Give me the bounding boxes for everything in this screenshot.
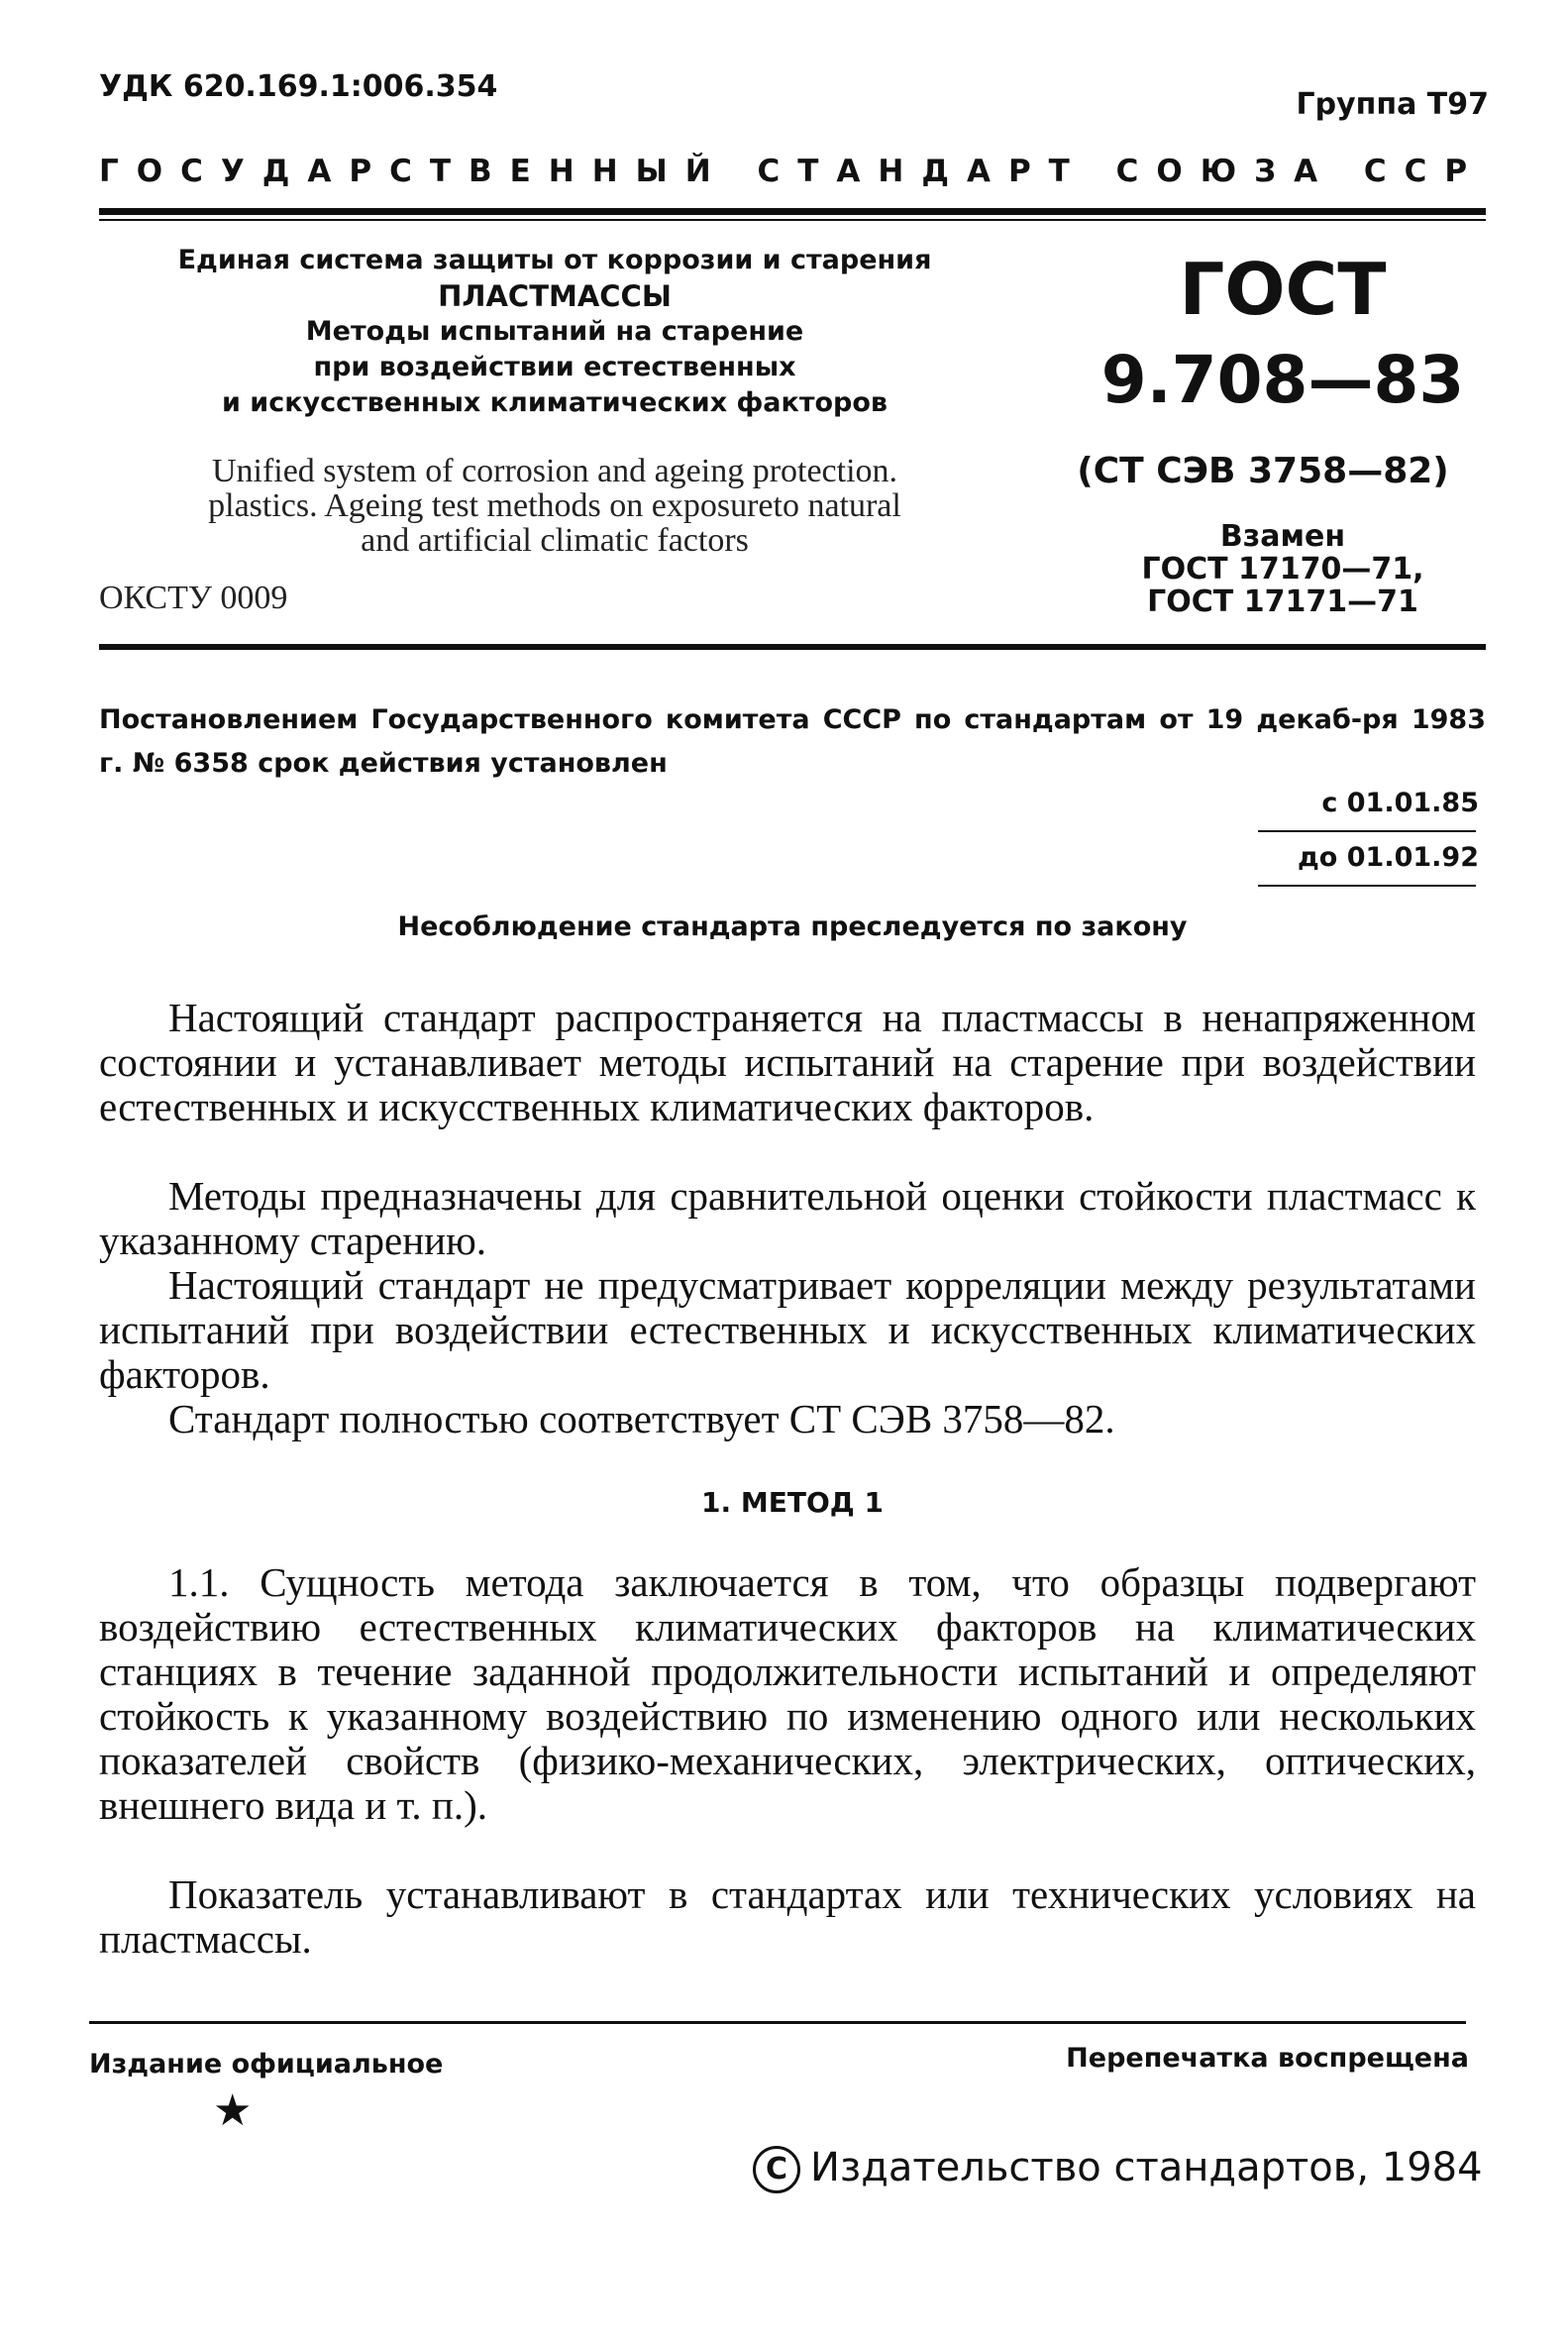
intro-paragraph bbox=[99, 1263, 1476, 1397]
reprint-prohibited: Перепечатка воспрещена bbox=[1066, 2043, 1469, 2074]
group-code: Группа Т97 bbox=[1296, 87, 1489, 122]
intro-paragraph bbox=[99, 996, 1476, 1129]
gost-label: ГОСТ bbox=[1179, 248, 1387, 331]
intro-p1-text: Настоящий стандарт распространяется на пластмассы в ненапряженном состоянии и устанавливает методы испытаний на старение при воздействии естественных и искусственных климатических факторов. bbox=[99, 995, 1476, 1129]
intro-paragraph bbox=[99, 1174, 1476, 1263]
publisher-line bbox=[753, 2145, 1483, 2193]
title-russian bbox=[99, 243, 1010, 421]
replaced-standard-2: ГОСТ 17171—71 bbox=[1147, 585, 1418, 619]
replaces-block bbox=[1090, 520, 1476, 618]
decree-text: Постановлением Государственного комитета СССР по стандартам от 19 декаб-ря 1983 г. № 6358 срок действия установлен bbox=[99, 704, 1486, 779]
gost-number: 9.708—83 bbox=[1100, 342, 1465, 418]
intro-p3-text: Настоящий стандарт не предусматривает корреляции между результатами испытаний при воздействии естественных и искусственных климатических факторов. bbox=[99, 1262, 1476, 1397]
okstu-code: ОКСТУ 0009 bbox=[99, 580, 288, 616]
intro-p4-text: Стандарт полностью соответствует СТ СЭВ 3758—82. bbox=[168, 1396, 1115, 1441]
header-rule bbox=[99, 208, 1486, 215]
replaced-standard-1: ГОСТ 17170—71, bbox=[1141, 552, 1424, 586]
section-heading: 1. МЕТОД 1 bbox=[701, 1486, 884, 1519]
intro-p2-text: Методы предназначены для сравнительной оценки стойкости пластмасс к указанному старению. bbox=[99, 1173, 1476, 1263]
title-block-rule bbox=[99, 644, 1486, 650]
footer-rule bbox=[89, 2021, 1466, 2024]
title-line5: и искусственных климатических факторов bbox=[221, 387, 889, 418]
title-en-line3: and artificial climatic factors bbox=[361, 522, 749, 559]
title-line3: Методы испытаний на старение bbox=[305, 316, 804, 347]
official-edition: Издание официальное bbox=[89, 2049, 444, 2079]
udk-code: УДК 620.169.1:006.354 bbox=[99, 69, 498, 104]
section-paragraph bbox=[99, 1872, 1476, 1962]
header-rule-thin bbox=[99, 219, 1486, 221]
state-standard-banner: ГОСУДАРСТВЕННЫЙ СТАНДАРТ СОЮЗА ССР bbox=[99, 154, 1486, 189]
title-subject: ПЛАСТМАССЫ bbox=[438, 279, 672, 313]
section-p2-text: Показатель устанавливают в стандартах или технических условиях на пластмассы. bbox=[99, 1871, 1476, 1962]
intro-paragraph bbox=[99, 1397, 1476, 1441]
star-icon: ★ bbox=[213, 2085, 253, 2136]
date-underline bbox=[1258, 885, 1476, 887]
title-en-line2: plastics. Ageing test methods on exposureto natural bbox=[208, 487, 901, 524]
effective-to: до 01.01.92 bbox=[1298, 842, 1479, 873]
title-system: Единая система защиты от коррозии и старения bbox=[177, 245, 932, 275]
replaces-label: Взамен bbox=[1219, 519, 1346, 554]
copyright-icon: С bbox=[753, 2146, 800, 2193]
st-sev-reference: (СТ СЭВ 3758—82) bbox=[1077, 451, 1449, 491]
section-p1-text: 1.1. Сущность метода заключается в том, что образцы подвергают воздействию естественных климатических факторов на климатических станциях в течение заданной продолжительности испытаний и определяют стойкость к указанному воздействию по изменению одного или нескольких показателей свойств (физико-механических, электрических, оптических, внешнего вида и т. п.). bbox=[99, 1559, 1476, 1828]
title-english bbox=[99, 454, 1010, 558]
date-underline bbox=[1258, 830, 1476, 832]
section-paragraph bbox=[99, 1560, 1476, 1828]
title-en-line1: Unified system of corrosion and ageing protection. bbox=[211, 453, 898, 489]
title-line4: при воздействии естественных bbox=[313, 352, 796, 382]
legal-warning: Несоблюдение стандарта преследуется по закону bbox=[397, 911, 1188, 942]
effective-from: с 01.01.85 bbox=[1321, 788, 1479, 818]
publisher-text: Издательство стандартов, 1984 bbox=[810, 2145, 1483, 2190]
